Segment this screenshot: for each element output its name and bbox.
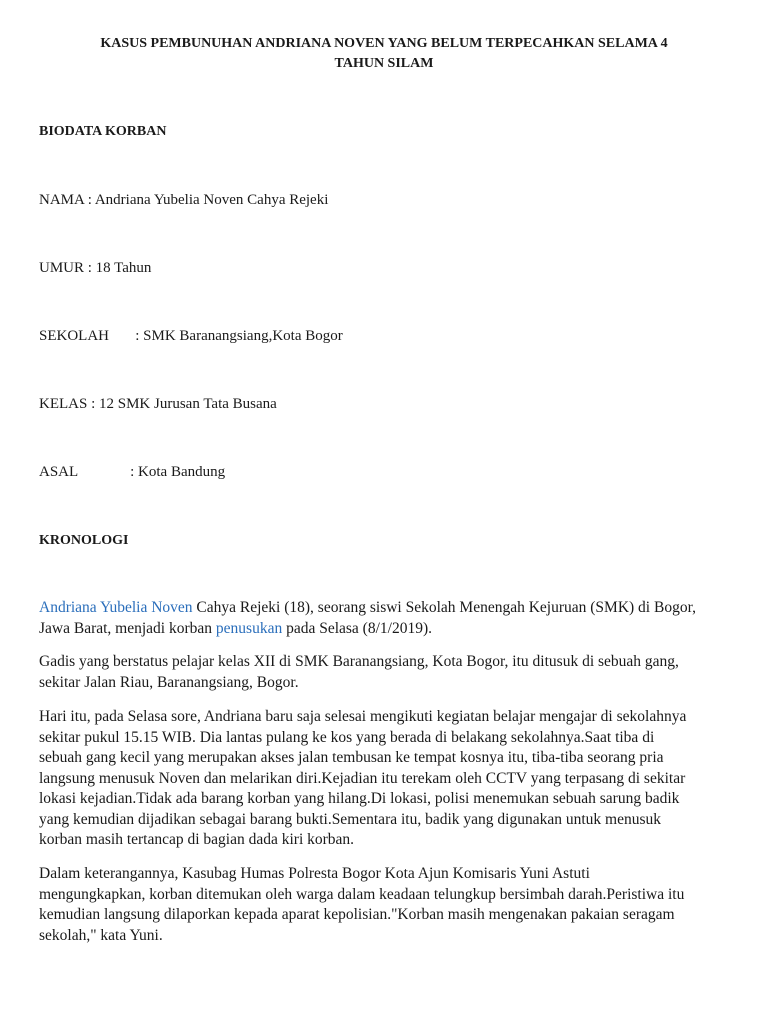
paragraph-line: Dalam keterangannya, Kasubag Humas Polresta Bogor Kota Ajun Komisaris Yuni Astuti [39, 865, 590, 882]
paragraph-line: yang kemudian dijadikan sebagai barang bukti.Sementara itu, badik yang digunakan untuk menusuk [39, 810, 661, 828]
kronologi-paragraph-1 [39, 598, 729, 639]
paragraph-line: kemudian langsung dilaporkan kepada aparat kepolisian."Korban masih mengenakan pakaian seragam [39, 906, 675, 923]
paragraph-1-text-2: Jawa Barat, menjadi korban [39, 619, 216, 637]
field-nama: NAMA : Andriana Yubelia Noven Cahya Rejeki [39, 192, 329, 208]
paragraph-line: sekolah," kata Yuni. [39, 926, 163, 944]
field-asal: ASAL : Kota Bandung [39, 464, 226, 480]
paragraph-line: sebuah gang kecil yang merupakan akses jalan tembusan ke tempat kosnya itu, tiba-tiba seorang pria [39, 749, 664, 766]
field-umur: UMUR : 18 Tahun [39, 260, 152, 276]
link-andriana-yubelia-noven[interactable]: Andriana Yubelia Noven [39, 599, 193, 616]
paragraph-line: lokasi kejadian.Tidak ada barang korban yang hilang.Di lokasi, polisi menemukan sebuah sarung badik [39, 790, 680, 807]
paragraph-1-text-1: Cahya Rejeki (18), seorang siswi Sekolah Menengah Kejuruan (SMK) di Bogor, [192, 599, 696, 616]
paragraph-line: Hari itu, pada Selasa sore, Andriana baru saja selesai mengikuti kegiatan belajar mengajar di sekolahnya [39, 708, 687, 725]
paragraph-1-text-3: pada Selasa (8/1/2019). [282, 619, 432, 637]
document-title-line-1: KASUS PEMBUNUHAN ANDRIANA NOVEN YANG BELUM TERPECAHKAN SELAMA 4 [100, 36, 668, 51]
paragraph-line: langsung menusuk Noven dan melarikan diri.Kejadian itu terekam oleh CCTV yang terpasang di sekitar [39, 769, 686, 787]
field-kelas: KELAS : 12 SMK Jurusan Tata Busana [39, 396, 277, 412]
kronologi-paragraph-2 [39, 652, 729, 693]
paragraph-line: mengungkapkan, korban ditemukan oleh warga dalam keadaan telungkup bersimbah darah.Peristiwa itu [39, 885, 685, 903]
kronologi-paragraph-3 [39, 707, 729, 851]
kronologi-paragraph-4 [39, 864, 729, 946]
paragraph-1-line-2 [39, 619, 729, 640]
field-sekolah: SEKOLAH : SMK Baranangsiang,Kota Bogor [39, 328, 343, 344]
paragraph-1-line-1 [39, 598, 729, 619]
paragraph-line: Gadis yang berstatus pelajar kelas XII di SMK Baranangsiang, Kota Bogor, itu ditusuk di sebuah gang, [39, 653, 679, 670]
kronologi-heading: KRONOLOGI [39, 533, 129, 548]
document-title-line-2: TAHUN SILAM [334, 56, 434, 71]
paragraph-line: sekitar pukul 15.15 WIB. Dia lantas pulang ke kos yang berada di belakang sekolahnya.Saat tiba di [39, 728, 655, 746]
biodata-heading: BIODATA KORBAN [39, 124, 167, 139]
paragraph-line: korban masih tertancap di bagian dada kiri korban. [39, 831, 355, 848]
link-penusukan[interactable]: penusukan [215, 619, 283, 637]
paragraph-line: sekitar Jalan Riau, Baranangsiang, Bogor. [39, 673, 299, 691]
